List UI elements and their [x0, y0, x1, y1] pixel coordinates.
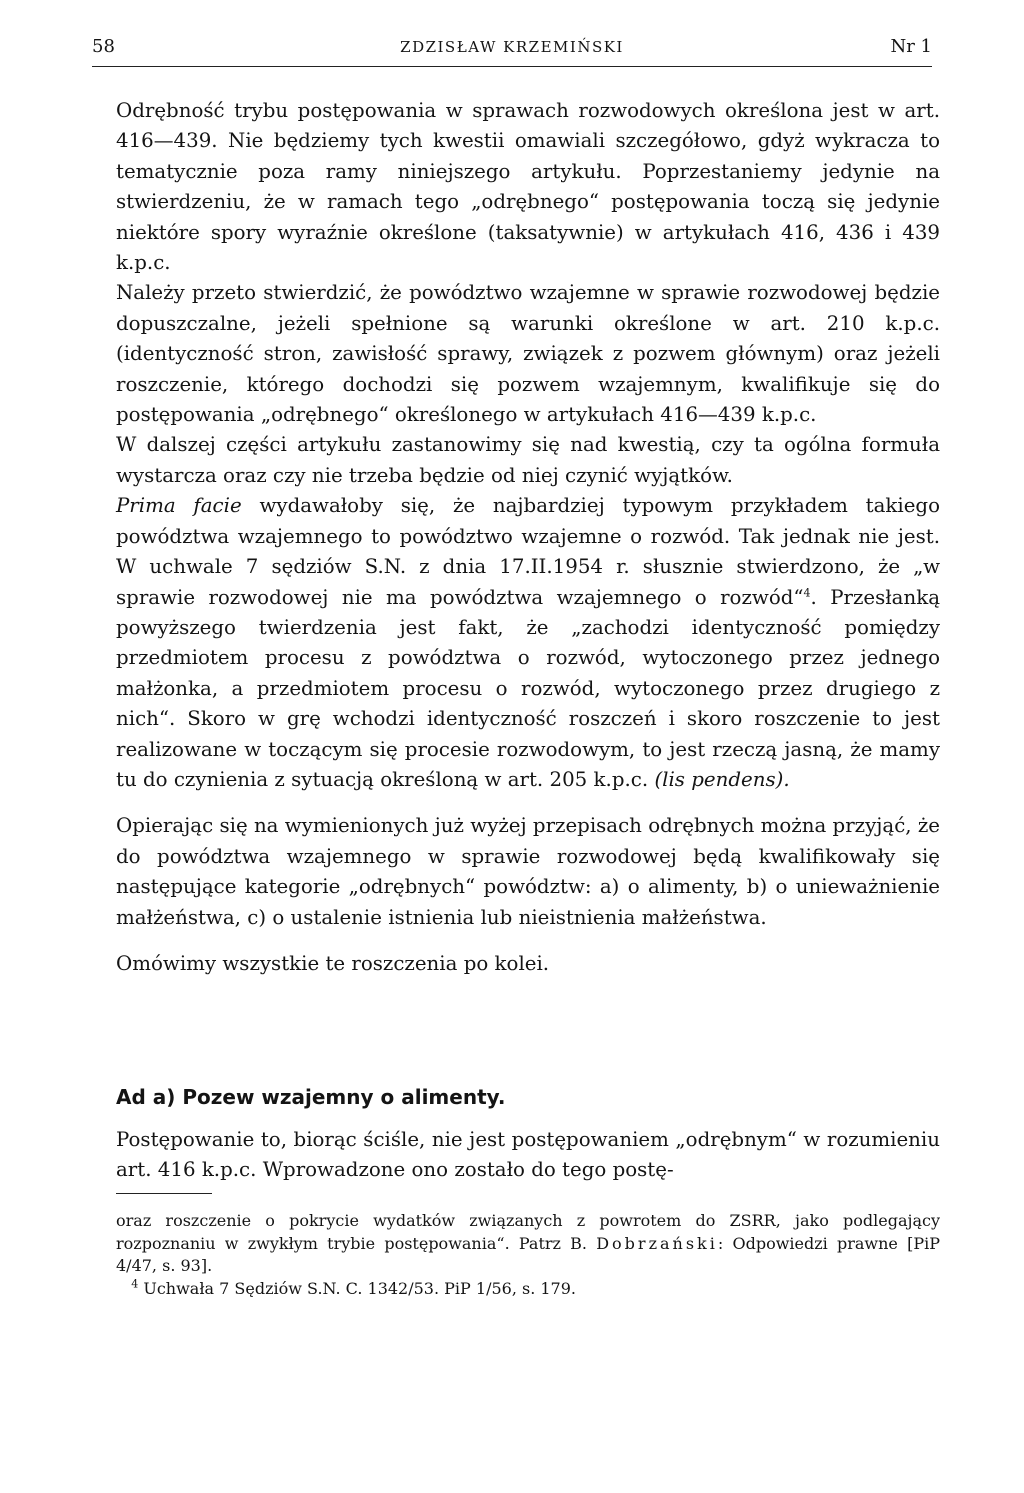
paragraph-4 — [116, 491, 940, 795]
section-heading: Ad a) Pozew wzajemny o alimenty. — [116, 1085, 506, 1109]
issue-number: Nr 1 — [890, 36, 932, 57]
paragraph-1: Odrębność trybu postępowania w sprawach rozwodowych określona jest w art. 416—439. Nie będziemy tych kwestii omawiali szczegółowo, gdyż wykracza to tematycznie poza ramy niniejszego artykułu. Poprzestaniemy jedynie na stwierdzeniu, że w ramach tego „odrębnego“ postępowania toczą się jedynie niektóre spory wyraźnie określone (taksatywnie) w artykułach 416, 436 i 439 k.p.c. — [116, 99, 940, 275]
paragraph-6: Omówimy wszystkie te roszczenia po kolei. — [116, 951, 550, 975]
footnote-4-marker: 4 — [131, 1277, 139, 1291]
running-head: ZDZISŁAW KRZEMIŃSKI — [400, 38, 624, 56]
page-header — [92, 30, 932, 60]
footnote-continued-tail: : Odpowiedzi prawne [PiP 4/47, s. 93]. — [116, 1233, 940, 1275]
main-text — [116, 96, 940, 979]
footnote-rule — [116, 1193, 212, 1194]
footnote-continued — [116, 1210, 940, 1278]
after-heading-text — [116, 1125, 940, 1186]
page-number: 58 — [92, 36, 115, 57]
paragraph-3: W dalszej części artykułu zastanowimy się nad kwestią, czy ta ogólna formuła wystarcza oraz czy nie trzeba będzie od niej czynić wyjątków. — [116, 433, 940, 487]
footnote-4 — [116, 1278, 940, 1301]
paragraph-4-text: wydawałoby się, że najbardziej typowym przykładem takiego powództwa wzajemnego to powództwo wzajemne o rozwód. Tak jednak nie jest. W uchwale 7 sędziów S.N. z dnia 17.II.1954 r. słusznie stwierdzono, że „w sprawie rozwodowej nie ma powództwa wzajemnego o rozwód“ — [116, 494, 940, 609]
footnote-ref-4: 4 — [803, 585, 811, 599]
italic-lead: Prima facie — [116, 494, 242, 518]
paragraph-2: Należy przeto stwierdzić, że powództwo wzajemne w sprawie rozwodowej będzie dopuszczalne, jeżeli spełnione są warunki określone w art. 210 k.p.c. (identyczność stron, zawisłość sprawy, związek z pozwem głównym) oraz jeżeli roszczenie, którego dochodzi się pozwem wzajemnym, kwalifikuje się do postępowania „odrębnego“ określonego w artykułach 416—439 k.p.c. — [116, 281, 940, 427]
paragraph-7: Postępowanie to, biorąc ściśle, nie jest postępowaniem „odrębnym“ w rozumieniu art. 416 k.p.c. Wprowadzone ono zostało do tego postę- — [116, 1128, 940, 1182]
paragraph-4-text-after: . Przesłanką powyższego twierdzenia jest fakt, że „zachodzi identyczność pomiędzy przedmiotem procesu z powództwa o rozwód, wytoczonego przez jednego małżonka, a przedmiotem procesu o rozwód, wytoczonego przez drugiego z nich“. Skoro w grę wchodzi identyczność roszczeń i skoro roszczenie to jest realizowane w toczącym się procesie rozwodowym, to jest rzeczą jasną, że mamy tu do czynienia z sytuacją określoną w art. 205 k.p.c. — [116, 585, 940, 791]
paragraph-5: Opierając się na wymienionych już wyżej przepisach odrębnych można przyjąć, że do powództwa wzajemnego w sprawie rozwodowej będą kwalifikowały się następujące kategorie „odrębnych“ powództw: a) o alimenty, b) o unieważnienie małżeństwa, c) o ustalenie istnienia lub nieistnienia małżeństwa. — [116, 814, 940, 929]
footnote-continued-text: oraz roszczenie o pokrycie wydatków związanych z powrotem do ZSRR, jako podlegający rozpoznaniu w zwykłym trybie postępowania“. Patrz B. — [116, 1211, 940, 1253]
footnotes — [116, 1210, 940, 1300]
italic-tail: (lis pendens). — [654, 767, 790, 791]
footnote-author: Dobrzański — [596, 1233, 718, 1253]
footnote-4-text: Uchwała 7 Sędziów S.N. C. 1342/53. PiP 1/56, s. 179. — [138, 1278, 576, 1298]
header-rule — [92, 66, 932, 67]
